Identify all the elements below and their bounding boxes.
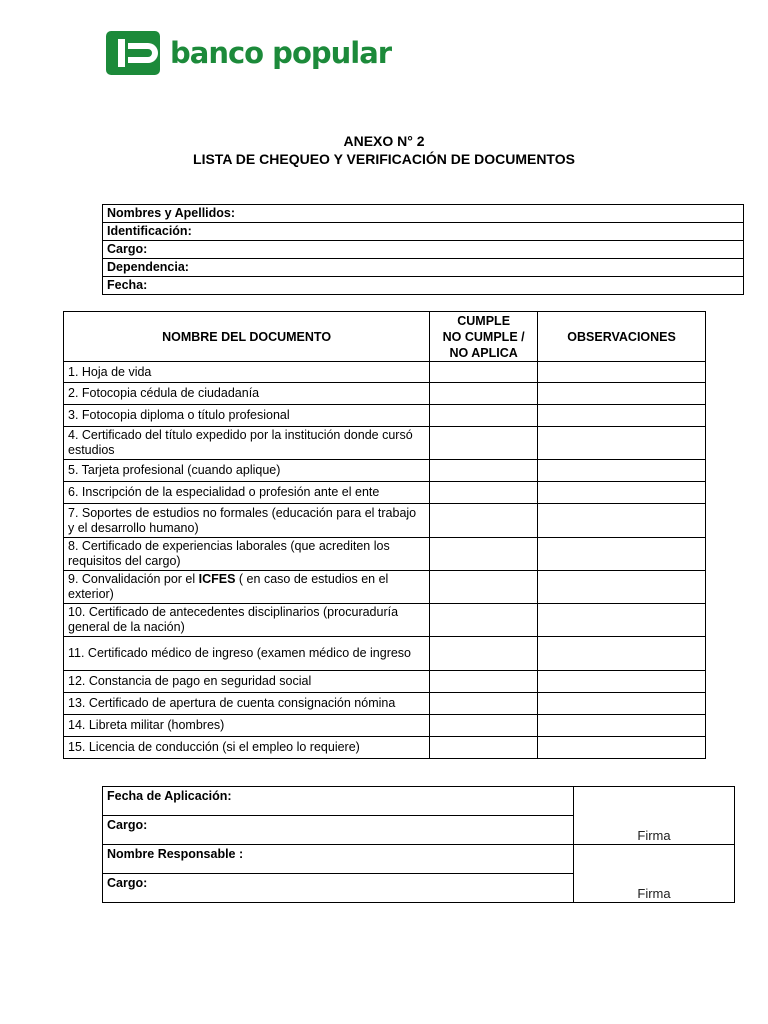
banco-popular-icon	[104, 29, 166, 79]
signature-box-1[interactable]: Firma	[574, 787, 735, 845]
document-name	[64, 571, 430, 604]
document-name: 4. Certificado del título expedido por la institución donde cursó estudios	[64, 427, 430, 460]
document-name: 6. Inscripción de la especialidad o profesión ante el ente	[64, 482, 430, 504]
document-name: 14. Libreta militar (hombres)	[64, 715, 430, 737]
observations-cell[interactable]	[538, 427, 706, 460]
status-cell[interactable]	[430, 538, 538, 571]
document-name: 1. Hoja de vida	[64, 362, 430, 383]
observations-cell[interactable]	[538, 604, 706, 637]
field-date[interactable]: Fecha:	[103, 277, 744, 295]
annex-title: ANEXO N° 2	[343, 133, 425, 149]
table-row	[64, 460, 706, 482]
document-name: 7. Soportes de estudios no formales (educación para el trabajo y el desarrollo humano)	[64, 504, 430, 538]
document-name: 11. Certificado médico de ingreso (examen médico de ingreso	[64, 637, 430, 671]
document-name: 13. Certificado de apertura de cuenta consignación nómina	[64, 693, 430, 715]
bank-name: banco popular	[170, 36, 392, 70]
observations-cell[interactable]	[538, 571, 706, 604]
observations-cell[interactable]	[538, 405, 706, 427]
table-row	[64, 538, 706, 571]
observations-cell[interactable]	[538, 737, 706, 759]
field-position[interactable]: Cargo:	[103, 241, 744, 259]
header-document-name: NOMBRE DEL DOCUMENTO	[64, 312, 430, 362]
status-cell[interactable]	[430, 383, 538, 405]
header-status	[430, 312, 538, 362]
document-name: 5. Tarjeta profesional (cuando aplique)	[64, 460, 430, 482]
status-cell[interactable]	[430, 637, 538, 671]
table-row	[64, 671, 706, 693]
observations-cell[interactable]	[538, 383, 706, 405]
icfes-suffix: ( en caso de estudios en el exterior)	[68, 572, 389, 601]
observations-cell[interactable]	[538, 693, 706, 715]
signature-box-2[interactable]: Firma	[574, 845, 735, 903]
table-row	[64, 362, 706, 383]
observations-cell[interactable]	[538, 362, 706, 383]
field-position-1[interactable]: Cargo:	[103, 816, 574, 845]
table-row	[64, 693, 706, 715]
checklist-title: LISTA DE CHEQUEO Y VERIFICACIÓN DE DOCUMENTOS	[193, 151, 575, 167]
table-row	[64, 737, 706, 759]
table-row	[64, 504, 706, 538]
field-position-2[interactable]: Cargo:	[103, 874, 574, 903]
table-row	[64, 715, 706, 737]
observations-cell[interactable]	[538, 637, 706, 671]
document-name: 8. Certificado de experiencias laborales (que acrediten los requisitos del cargo)	[64, 538, 430, 571]
status-cell[interactable]	[430, 693, 538, 715]
icfes-prefix: 9. Convalidación por el	[68, 572, 199, 586]
header-status-line3: NO APLICA	[449, 345, 518, 360]
observations-cell[interactable]	[538, 538, 706, 571]
status-cell[interactable]	[430, 482, 538, 504]
status-cell[interactable]	[430, 405, 538, 427]
observations-cell[interactable]	[538, 671, 706, 693]
table-row	[64, 571, 706, 604]
table-row	[64, 383, 706, 405]
document-name: 2. Fotocopia cédula de ciudadanía	[64, 383, 430, 405]
header-status-line2: NO CUMPLE /	[442, 329, 525, 344]
signature-table	[102, 786, 735, 903]
status-cell[interactable]	[430, 362, 538, 383]
status-cell[interactable]	[430, 604, 538, 637]
status-cell[interactable]	[430, 427, 538, 460]
table-row	[64, 604, 706, 637]
status-cell[interactable]	[430, 715, 538, 737]
field-identification[interactable]: Identificación:	[103, 223, 744, 241]
document-name: 12. Constancia de pago en seguridad social	[64, 671, 430, 693]
bank-logo	[104, 29, 391, 79]
observations-cell[interactable]	[538, 482, 706, 504]
table-row	[64, 637, 706, 671]
table-row	[64, 482, 706, 504]
observations-cell[interactable]	[538, 715, 706, 737]
status-cell[interactable]	[430, 737, 538, 759]
documents-checklist-table	[63, 311, 706, 759]
status-cell[interactable]	[430, 460, 538, 482]
applicant-info-table	[102, 204, 744, 295]
document-name: 3. Fotocopia diploma o título profesional	[64, 405, 430, 427]
observations-cell[interactable]	[538, 460, 706, 482]
header-observations: OBSERVACIONES	[538, 312, 706, 362]
field-application-date[interactable]: Fecha de Aplicación:	[103, 787, 574, 816]
table-row	[64, 405, 706, 427]
document-name: 10. Certificado de antecedentes disciplinarios (procuraduría general de la nación)	[64, 604, 430, 637]
icfes-term: ICFES	[198, 572, 236, 586]
observations-cell[interactable]	[538, 504, 706, 538]
table-row	[64, 427, 706, 460]
status-cell[interactable]	[430, 671, 538, 693]
field-responsible-name[interactable]: Nombre Responsable :	[103, 845, 574, 874]
document-name: 15. Licencia de conducción (si el empleo lo requiere)	[64, 737, 430, 759]
header-status-line1: CUMPLE	[457, 313, 511, 328]
status-cell[interactable]	[430, 504, 538, 538]
field-department[interactable]: Dependencia:	[103, 259, 744, 277]
field-names[interactable]: Nombres y Apellidos:	[103, 205, 744, 223]
status-cell[interactable]	[430, 571, 538, 604]
